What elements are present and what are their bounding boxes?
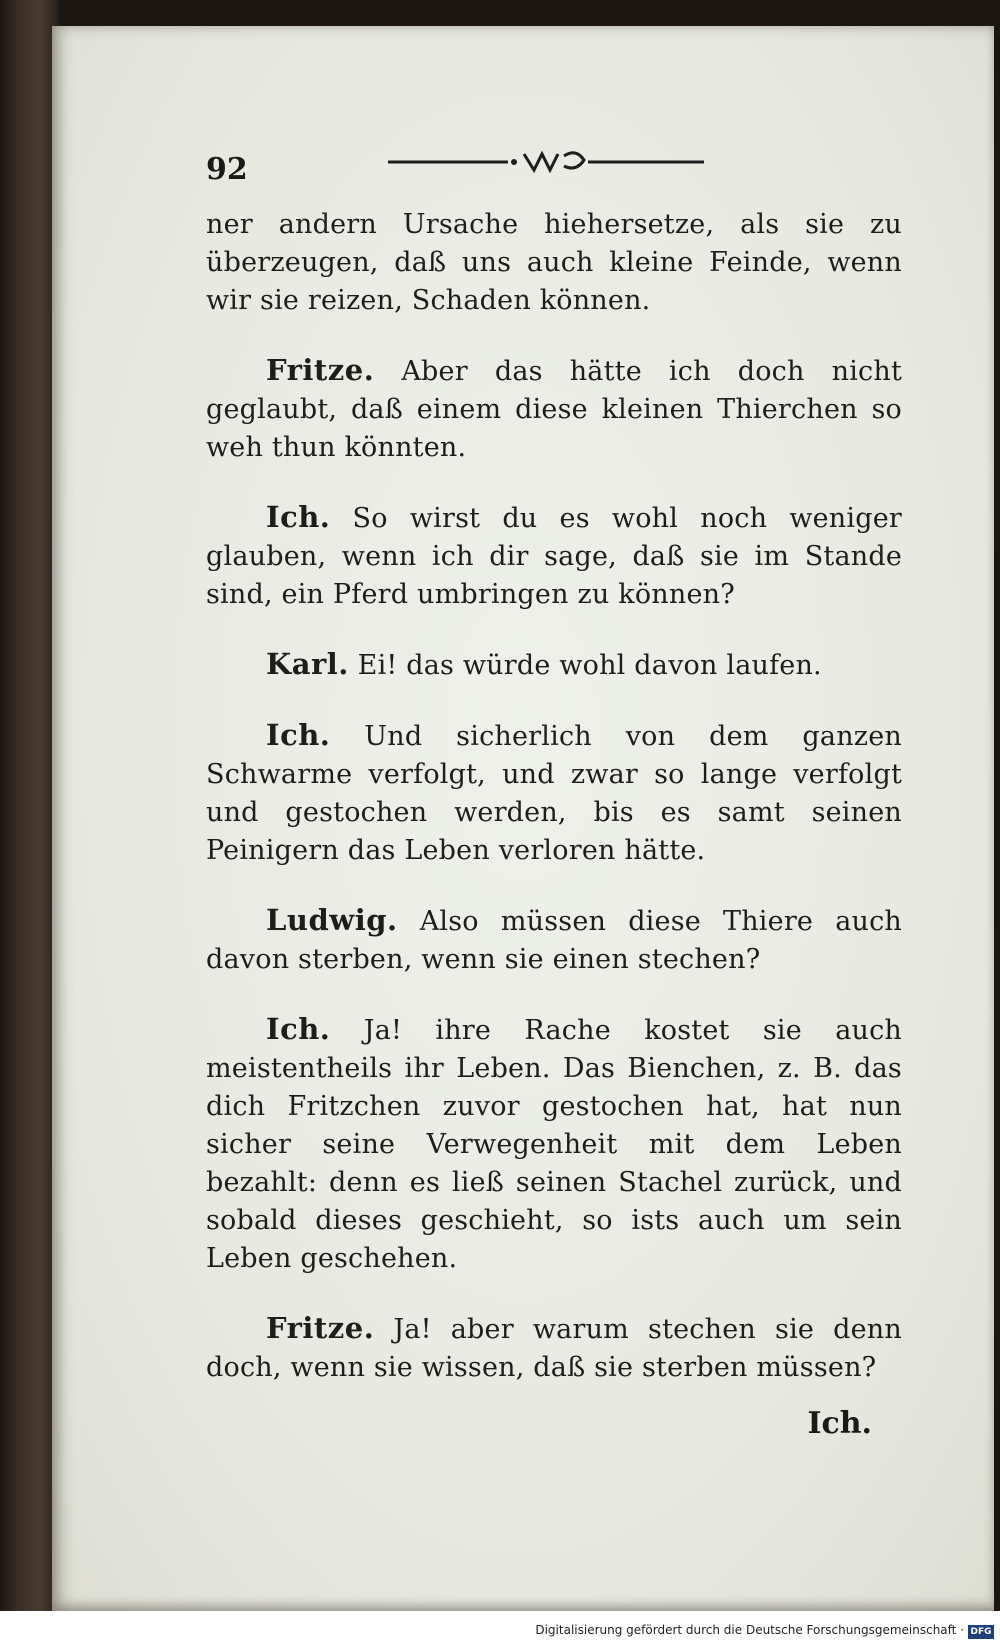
speaker-name: Ludwig. (266, 903, 398, 937)
paragraph-text: Ja! aber warum stechen sie denn doch, wenn sie wissen, daß sie sterben müssen? (206, 1314, 902, 1383)
speaker-name: Ich. (266, 1012, 331, 1046)
paragraph-text: Und sicherlich von dem ganzen Schwarme verfolgt, und zwar so lange verfolgt und gestochen werden, bis es samt seinen Peinigern das Leben verloren hätte. (206, 721, 902, 866)
paragraph (206, 1010, 902, 1278)
paragraph-text: Ja! ihre Rache kostet sie auch meistentheils ihr Leben. Das Bienchen, z. B. das dich Fritzchen zuvor gestochen hat, hat nun sicher seine Verwegenheit mit dem Leben bezahlt: denn es ließ seinen Stachel zurück, und sobald dieses geschieht, so ists auch um sein Leben geschehen. (206, 1015, 902, 1274)
paragraph (206, 645, 902, 685)
speaker-name: Ich. (266, 718, 331, 752)
speaker-name: Fritze. (266, 1311, 375, 1345)
paragraph-text: Also müssen diese Thiere auch davon sterben, wenn sie einen stechen? (206, 906, 902, 975)
page-text (206, 206, 902, 1418)
catchword: Ich. (807, 1406, 872, 1441)
footer-credit: Digitalisierung gefördert durch die Deutsche Forschungsgemeinschaft · (535, 1623, 964, 1637)
dfg-logo: DFG (968, 1625, 994, 1639)
speaker-name: Karl. (266, 647, 349, 681)
header-ornament (388, 146, 704, 176)
paragraph (206, 498, 902, 614)
speaker-name: Fritze. (266, 353, 375, 387)
speaker-name: Ich. (266, 500, 331, 534)
paragraph-text: Ei! das würde wohl davon laufen. (348, 650, 822, 681)
paragraph (206, 716, 902, 870)
page-number: 92 (206, 152, 248, 187)
paragraph-text: Aber das hätte ich doch nicht geglaubt, daß einem diese kleinen Thierchen so weh thun könnten. (206, 356, 902, 463)
paragraph-text: So wirst du es wohl noch weniger glauben, wenn ich dir sage, daß sie im Stande sind, ein Pferd umbringen zu können? (206, 503, 902, 610)
paragraph (206, 351, 902, 467)
paragraph (206, 901, 902, 979)
footer-bar (0, 1611, 1000, 1651)
paragraph (206, 206, 902, 320)
paragraph (206, 1309, 902, 1387)
paragraph-text: ner andern Ursache hiehersetze, als sie zu überzeugen, daß uns auch kleine Feinde, wenn wir sie reizen, Schaden können. (206, 209, 902, 316)
